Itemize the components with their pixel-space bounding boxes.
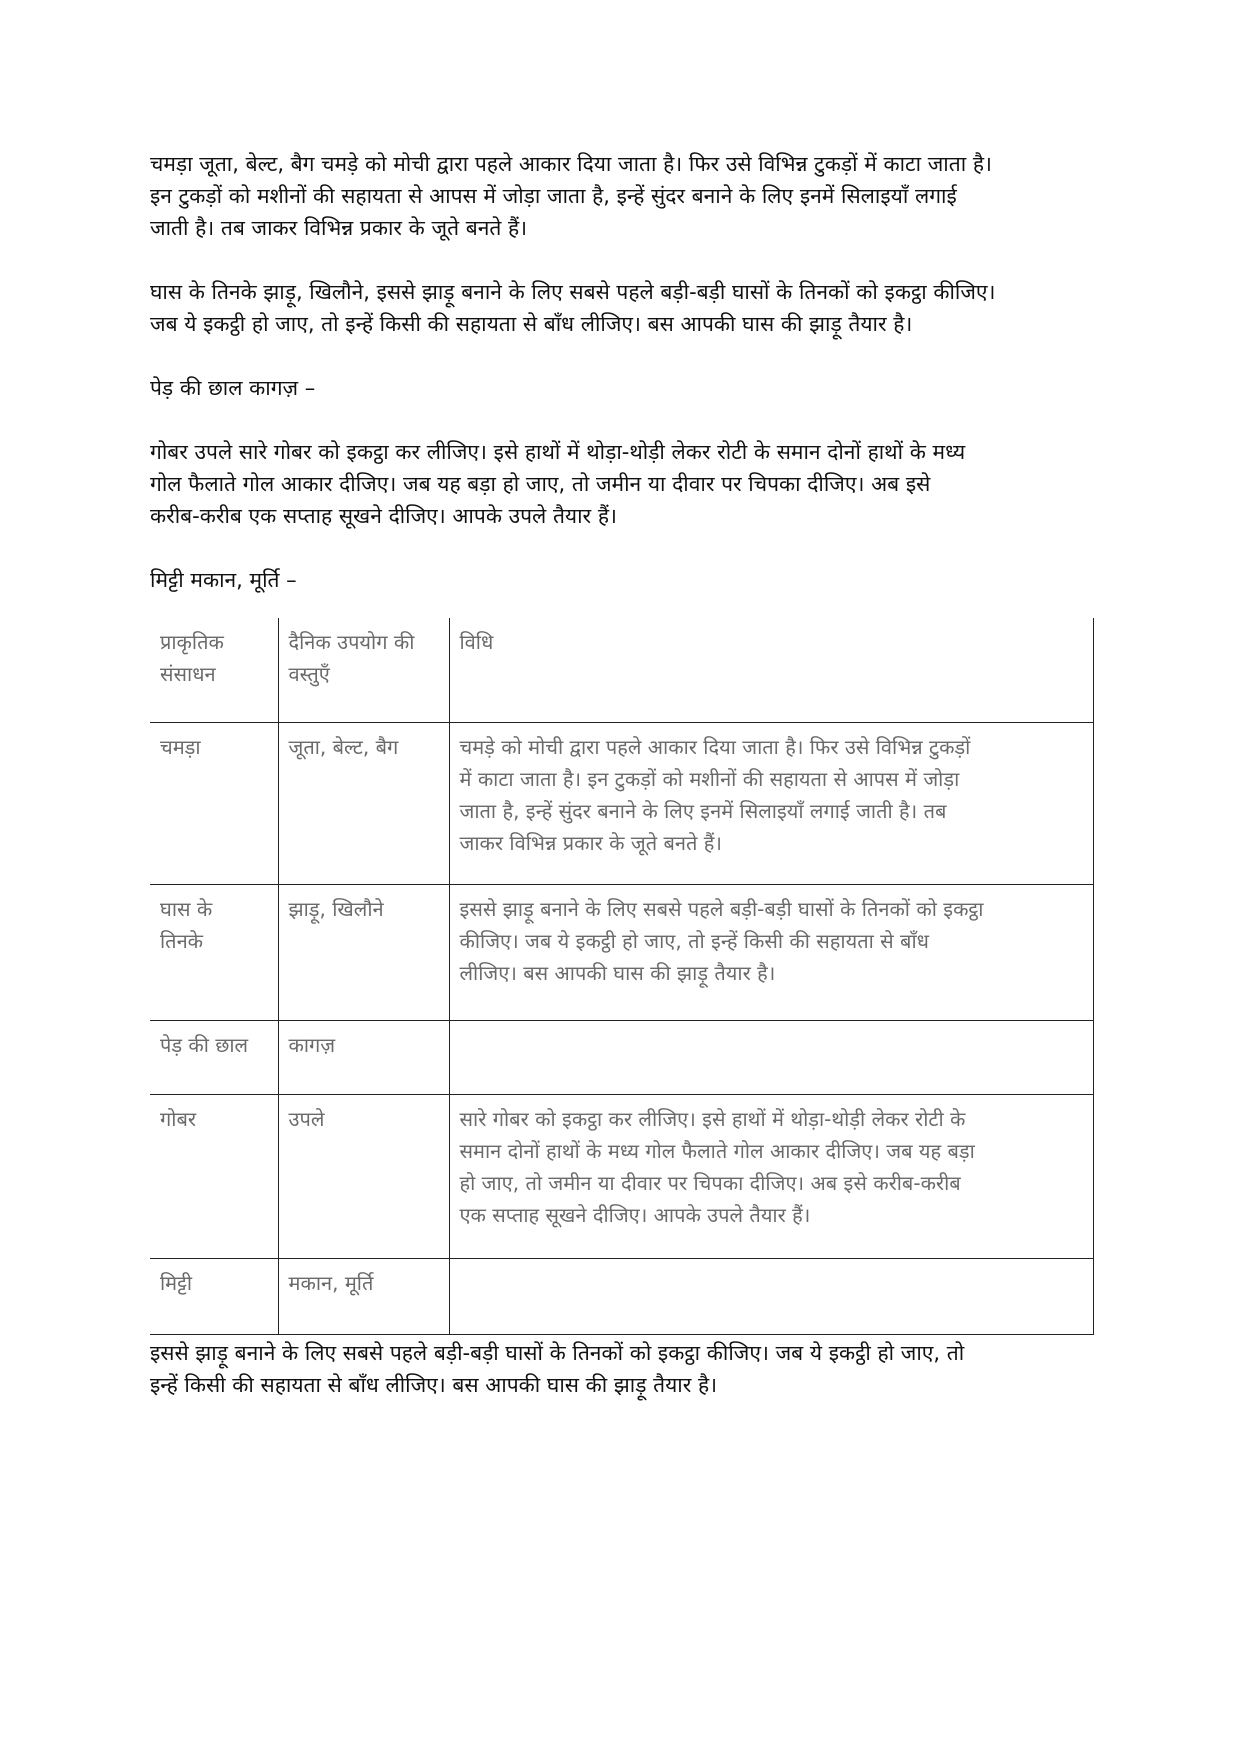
cell-items [278,884,449,1020]
text-line: जब ये इकट्ठी हो जाए, तो इन्हें किसी की सहायता से बाँध लीजिए। बस आपकी घास की झाड़ू तैयार है। [150,312,913,336]
text-line: चमड़ा जूता, बेल्ट, बैग चमड़े को मोची द्वारा पहले आकार दिया जाता है। फिर उसे विभिन्न टुकड़ों में काटा जाता है। [150,152,992,176]
paragraph-dung [150,436,1100,532]
cell-text: झाड़ू, खिलौने [288,896,384,921]
cell-text: जाकर विभिन्न प्रकार के जूते बनते हैं। [459,830,722,855]
cell-resource [150,884,278,1020]
paragraph-bark [150,372,1100,404]
header-resource [150,618,278,722]
cell-text: उपले [288,1106,325,1131]
text-line: इन्हें किसी की सहायता से बाँध लीजिए। बस आपकी घास की झाड़ू तैयार है। [150,1372,718,1397]
cell-items [278,1258,449,1334]
cell-text: एक सप्ताह सूखने दीजिए। आपके उपले तैयार हैं। [459,1202,811,1227]
cell-text: मकान, मूर्ति [288,1270,374,1295]
cell-resource [150,1258,278,1334]
cell-text: चमड़े को मोची द्वारा पहले आकार दिया जाता है। फिर उसे विभिन्न टुकड़ों [459,734,971,759]
paragraph-after-table [150,1337,1100,1401]
header-text: वस्तुएँ [288,662,330,686]
text-line: गोल फैलाते गोल आकार दीजिए। जब यह बड़ा हो जाए, तो जमीन या दीवार पर चिपका दीजिए। अब इसे [150,472,931,496]
table-row [150,1020,1093,1094]
cell-resource [150,1020,278,1094]
table-row [150,722,1093,884]
cell-text: में काटा जाता है। इन टुकड़ों को मशीनों की सहायता से आपस में जोड़ा [459,766,960,791]
text-line: पेड़ की छाल कागज़ – [150,376,316,400]
cell-method [449,884,1093,1020]
header-text: प्राकृतिक [160,630,224,654]
paragraph-grass [150,276,1100,340]
text-line: इससे झाड़ू बनाने के लिए सबसे पहले बड़ी-बड़ी घासों के तिनकों को इकट्ठा कीजिए। जब ये इकट्ठी हो जाए, तो [150,1340,965,1365]
cell-text: समान दोनों हाथों के मध्य गोल फैलाते गोल आकार दीजिए। जब यह बड़ा [459,1138,975,1163]
cell-text: घास के [160,896,213,921]
header-text: संसाधन [160,662,216,686]
table-row [150,1258,1093,1334]
paragraph-clay [150,564,1100,596]
cell-method [449,1020,1093,1094]
text-line: जाती है। तब जाकर विभिन्न प्रकार के जूते बनते हैं। [150,216,528,240]
cell-method [449,1094,1093,1258]
table-header-row [150,618,1093,722]
cell-method [449,1258,1093,1334]
cell-method [449,722,1093,884]
cell-text: इससे झाड़ू बनाने के लिए सबसे पहले बड़ी-बड़ी घासों के तिनकों को इकट्ठा [459,896,984,921]
cell-text: लीजिए। बस आपकी घास की झाड़ू तैयार है। [459,960,776,985]
table-row [150,1094,1093,1258]
cell-text: गोबर [160,1106,197,1131]
cell-resource [150,722,278,884]
cell-text: कागज़ [288,1032,336,1057]
cell-resource [150,1094,278,1258]
header-method [449,618,1093,722]
cell-text: जूता, बेल्ट, बैग [288,734,399,759]
cell-items [278,1020,449,1094]
cell-text: चमड़ा [160,734,201,759]
header-items [278,618,449,722]
text-line: करीब-करीब एक सप्ताह सूखने दीजिए। आपके उपले तैयार हैं। [150,504,617,528]
cell-items [278,722,449,884]
text-line: मिट्टी मकान, मूर्ति – [150,568,297,592]
document-page [150,148,1100,1422]
cell-text: कीजिए। जब ये इकट्ठी हो जाए, तो इन्हें किसी की सहायता से बाँध [459,928,929,953]
cell-text: तिनके [160,928,204,953]
cell-text: जाता है, इन्हें सुंदर बनाने के लिए इनमें सिलाइयाँ लगाई जाती है। तब [459,798,947,823]
text-line: इन टुकड़ों को मशीनों की सहायता से आपस में जोड़ा जाता है, इन्हें सुंदर बनाने के लिए इनमें सिलाइयाँ लगाई [150,184,957,208]
cell-text: हो जाए, तो जमीन या दीवार पर चिपका दीजिए। अब इसे करीब-करीब [459,1170,961,1195]
resource-table [150,618,1094,1335]
text-line: घास के तिनके झाड़ू, खिलौने, इससे झाड़ू बनाने के लिए सबसे पहले बड़ी-बड़ी घासों के तिनकों को इकट्ठा कीजिए। [150,280,996,304]
cell-text: मिट्टी [160,1270,193,1295]
text-line: गोबर उपले सारे गोबर को इकट्ठा कर लीजिए। इसे हाथों में थोड़ा-थोड़ी लेकर रोटी के समान दोनों हाथों के मध्य [150,440,966,464]
cell-text: सारे गोबर को इकट्ठा कर लीजिए। इसे हाथों में थोड़ा-थोड़ी लेकर रोटी के [459,1106,966,1131]
cell-text: पेड़ की छाल [160,1032,249,1057]
paragraph-leather [150,148,1100,244]
table-row [150,884,1093,1020]
cell-items [278,1094,449,1258]
header-text: विधि [459,630,494,654]
header-text: दैनिक उपयोग की [288,630,415,654]
